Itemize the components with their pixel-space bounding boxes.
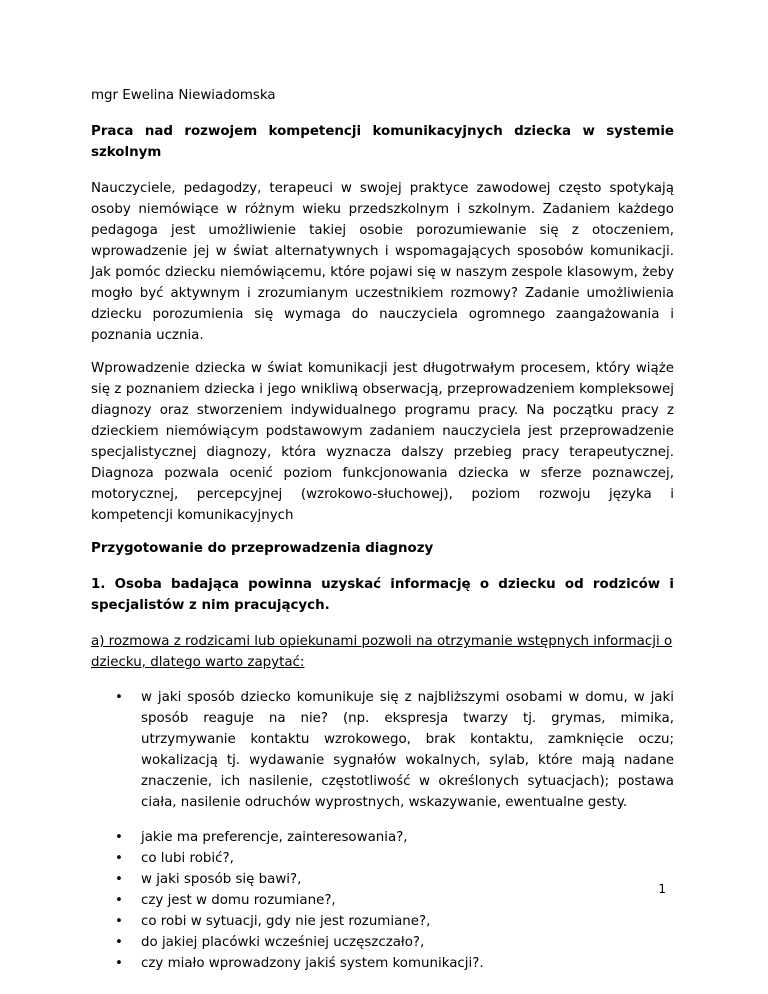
list-item [115,848,674,869]
page-number: 1 [658,882,666,896]
list-item [115,911,674,932]
bullet-icon: • [115,956,123,971]
bullet-icon: • [115,914,123,929]
bullet-icon: • [115,872,123,887]
list-item [115,932,674,953]
list-item-text: jakie ma preferencje, zainteresowania?, [141,830,408,845]
list-item [115,827,674,848]
list-item-text: co robi w sytuacji, gdy nie jest rozumiane?, [141,914,431,929]
list-item-text: do jakiej placówki wcześniej uczęszczało?, [141,935,425,950]
point-a-text: a) rozmowa z rodzicami lub opiekunami pozwoli na otrzymanie wstępnych informacji o dziecku, dlatego warto zapytać: [91,634,673,670]
list-item [115,869,674,890]
subsection-heading: 1. Osoba badająca powinna uzyskać informację o dziecku od rodziców i specjalistów z nim pracujących. [91,577,674,613]
questions-list-long [91,687,674,813]
document-title: Praca nad rozwojem kompetencji komunikacyjnych dziecka w systemie szkolnym [91,124,674,160]
list-item-text: w jaki sposób dziecko komunikuje się z najbliższymi osobami w domu, w jaki sposób reaguje na nie? (np. ekspresja twarzy tj. grymas, mimika, utrzymywanie kontaktu wzrokowego, brak kontaktu, zamknięcie oczu; wokalizacją tj. wydawanie sygnałów wokalnych, sylab, które mają nadane znaczenie, ich nasilenie, częstotliwość w określonych sytuacjach); postawa ciała, nasilenie odruchów wyprostnych, wskazywanie, ewentualne gesty. [141,690,674,810]
author-line: mgr Ewelina Niewiadomska [91,88,276,103]
paragraph-2: Wprowadzenie dziecka w świat komunikacji jest długotrwałym procesem, który wiąże się z poznaniem dziecka i jego wnikliwą obserwacją, przeprowadzeniem kompleksowej diagnozy oraz stworzeniem indywidualnego programu pracy. Na początku pracy z dzieckiem niemówiącym podstawowym zadaniem nauczyciela jest przeprowadzenie specjalistycznej diagnozy, która wyznacza dalszy przebieg pracy terapeutycznej. Diagnoza pozwala ocenić poziom funkcjonowania dziecka w sferze poznawczej, motorycznej, percepcyjnej (wzrokowo-słuchowej), poziom rozwoju języka i kompetencji komunikacyjnych [91,361,674,523]
list-item [115,687,674,813]
list-item [115,953,674,974]
paragraph-1: Nauczyciele, pedagodzy, terapeuci w swojej praktyce zawodowej często spotykają osoby niemówiące w różnym wieku przedszkolnym i szkolnym. Zadaniem każdego pedagoga jest umożliwienie takiej osobie porozumiewanie się z otoczeniem, wprowadzenie jej w świat alternatywnych i wspomagających sposobów komunikacji. Jak pomóc dziecku niemówiącemu, które pojawi się w naszym zespole klasowym, żeby mogło być aktywnym i zrozumianym uczestnikiem rozmowy? Zadanie umożliwienia dziecku porozumienia się wymaga do nauczyciela ogromnego zaangażowania i poznania ucznia. [91,181,674,343]
bullet-icon: • [115,935,123,950]
list-item-text: czy jest w domu rozumiane?, [141,893,336,908]
section-heading: Przygotowanie do przeprowadzenia diagnozy [91,541,434,556]
list-item-text: w jaki sposób się bawi?, [141,872,302,887]
questions-list-short [91,827,674,974]
bullet-icon: • [115,851,123,866]
bullet-icon: • [115,690,123,705]
list-item-text: czy miało wprowadzony jakiś system komunikacji?. [141,956,484,971]
list-item [115,890,674,911]
list-item-text: co lubi robić?, [141,851,234,866]
bullet-icon: • [115,830,123,845]
bullet-icon: • [115,893,123,908]
